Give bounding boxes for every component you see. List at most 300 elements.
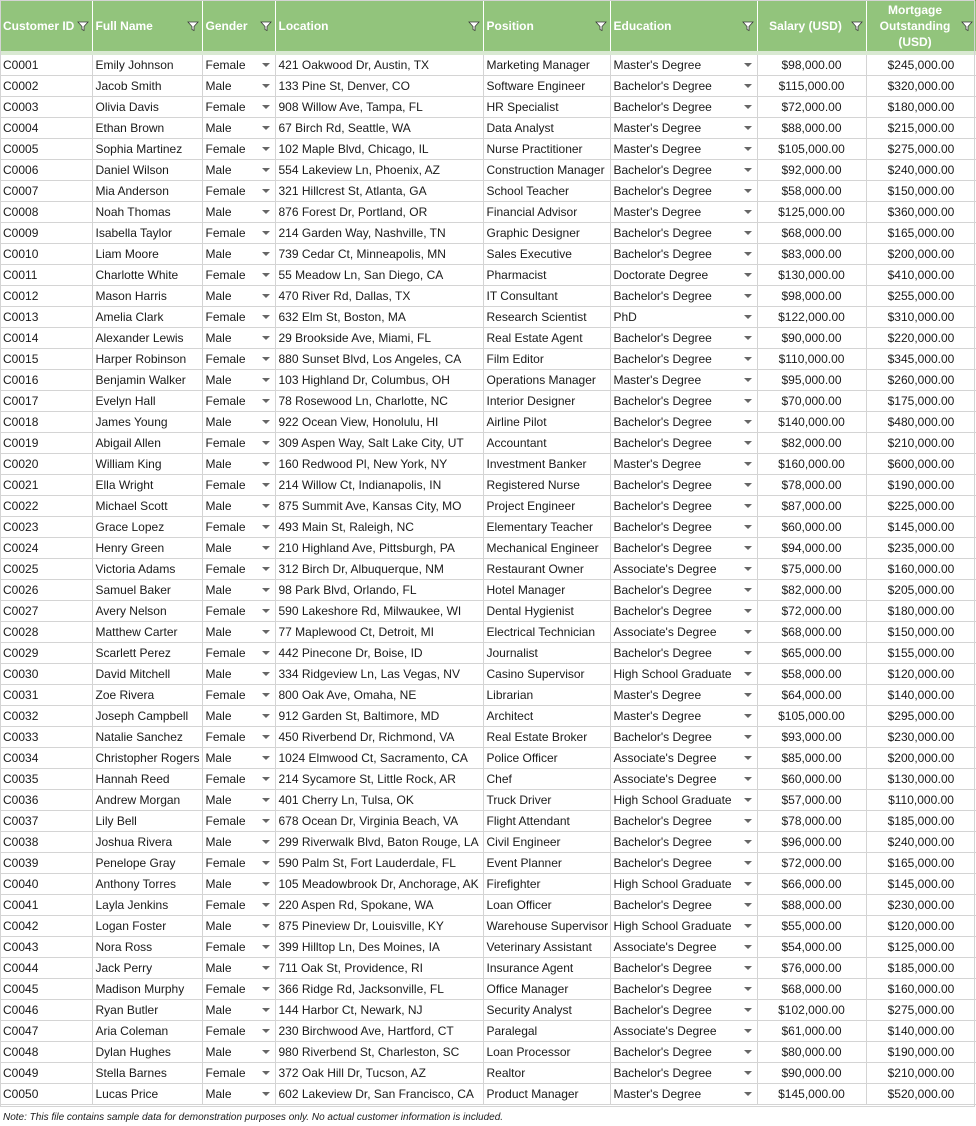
cell-mortgage[interactable]: $275,000.00 [866, 999, 976, 1020]
dropdown-arrow-icon[interactable] [744, 252, 752, 256]
cell-customer-id[interactable]: C0007 [0, 180, 92, 201]
cell-gender[interactable]: Male [202, 411, 275, 432]
cell-mortgage[interactable]: $150,000.00 [866, 180, 976, 201]
cell-customer-id[interactable]: C0026 [0, 579, 92, 600]
cell-mortgage[interactable]: $180,000.00 [866, 600, 976, 621]
cell-salary[interactable]: $140,000.00 [757, 411, 866, 432]
cell-full-name[interactable]: Anthony Torres [92, 873, 202, 894]
cell-customer-id[interactable]: C0019 [0, 432, 92, 453]
cell-position[interactable]: Loan Processor [483, 1041, 610, 1062]
cell-location[interactable]: 105 Meadowbrook Dr, Anchorage, AK [275, 873, 483, 894]
cell-customer-id[interactable]: C0033 [0, 726, 92, 747]
cell-customer-id[interactable]: C0028 [0, 621, 92, 642]
cell-full-name[interactable]: Noah Thomas [92, 201, 202, 222]
cell-education[interactable]: Bachelor's Degree [610, 432, 757, 453]
cell-salary[interactable]: $102,000.00 [757, 999, 866, 1020]
cell-education[interactable]: High School Graduate [610, 915, 757, 936]
filter-icon[interactable] [187, 20, 199, 32]
dropdown-arrow-icon[interactable] [744, 189, 752, 193]
cell-location[interactable]: 876 Forest Dr, Portland, OR [275, 201, 483, 222]
cell-position[interactable]: Chef [483, 768, 610, 789]
cell-mortgage[interactable]: $145,000.00 [866, 516, 976, 537]
dropdown-arrow-icon[interactable] [744, 126, 752, 130]
dropdown-arrow-icon[interactable] [262, 672, 270, 676]
cell-mortgage[interactable]: $175,000.00 [866, 390, 976, 411]
cell-customer-id[interactable]: C0018 [0, 411, 92, 432]
cell-position[interactable]: Dental Hygienist [483, 600, 610, 621]
cell-salary[interactable]: $61,000.00 [757, 1020, 866, 1041]
cell-full-name[interactable]: Layla Jenkins [92, 894, 202, 915]
cell-mortgage[interactable]: $165,000.00 [866, 852, 976, 873]
cell-customer-id[interactable]: C0035 [0, 768, 92, 789]
cell-education[interactable]: Associate's Degree [610, 747, 757, 768]
cell-mortgage[interactable]: $240,000.00 [866, 831, 976, 852]
cell-gender[interactable]: Female [202, 558, 275, 579]
dropdown-arrow-icon[interactable] [744, 336, 752, 340]
cell-position[interactable]: Nurse Practitioner [483, 138, 610, 159]
cell-position[interactable]: Product Manager [483, 1083, 610, 1104]
cell-full-name[interactable]: Ryan Butler [92, 999, 202, 1020]
cell-customer-id[interactable]: C0002 [0, 75, 92, 96]
cell-location[interactable]: 739 Cedar Ct, Minneapolis, MN [275, 243, 483, 264]
cell-mortgage[interactable]: $275,000.00 [866, 138, 976, 159]
dropdown-arrow-icon[interactable] [262, 840, 270, 844]
cell-salary[interactable]: $72,000.00 [757, 600, 866, 621]
cell-salary[interactable]: $68,000.00 [757, 978, 866, 999]
cell-mortgage[interactable]: $120,000.00 [866, 915, 976, 936]
cell-gender[interactable]: Female [202, 222, 275, 243]
cell-mortgage[interactable]: $225,000.00 [866, 495, 976, 516]
cell-customer-id[interactable]: C0012 [0, 285, 92, 306]
dropdown-arrow-icon[interactable] [262, 105, 270, 109]
cell-education[interactable]: Bachelor's Degree [610, 957, 757, 978]
cell-salary[interactable]: $64,000.00 [757, 684, 866, 705]
cell-mortgage[interactable]: $245,000.00 [866, 53, 976, 76]
cell-location[interactable]: 980 Riverbend St, Charleston, SC [275, 1041, 483, 1062]
cell-education[interactable]: Bachelor's Degree [610, 1041, 757, 1062]
cell-salary[interactable]: $105,000.00 [757, 705, 866, 726]
cell-salary[interactable]: $90,000.00 [757, 1062, 866, 1083]
dropdown-arrow-icon[interactable] [744, 315, 752, 319]
dropdown-arrow-icon[interactable] [744, 756, 752, 760]
dropdown-arrow-icon[interactable] [744, 1050, 752, 1054]
cell-customer-id[interactable]: C0005 [0, 138, 92, 159]
dropdown-arrow-icon[interactable] [744, 546, 752, 550]
cell-position[interactable]: Paralegal [483, 1020, 610, 1041]
dropdown-arrow-icon[interactable] [262, 1071, 270, 1075]
cell-customer-id[interactable]: C0038 [0, 831, 92, 852]
cell-education[interactable]: Bachelor's Degree [610, 726, 757, 747]
cell-gender[interactable]: Male [202, 579, 275, 600]
dropdown-arrow-icon[interactable] [744, 378, 752, 382]
cell-customer-id[interactable]: C0040 [0, 873, 92, 894]
dropdown-arrow-icon[interactable] [744, 294, 752, 298]
cell-full-name[interactable]: Sophia Martinez [92, 138, 202, 159]
dropdown-arrow-icon[interactable] [744, 84, 752, 88]
cell-full-name[interactable]: Nora Ross [92, 936, 202, 957]
cell-mortgage[interactable]: $230,000.00 [866, 894, 976, 915]
cell-gender[interactable]: Female [202, 264, 275, 285]
cell-salary[interactable]: $82,000.00 [757, 579, 866, 600]
dropdown-arrow-icon[interactable] [262, 588, 270, 592]
cell-location[interactable]: 372 Oak Hill Dr, Tucson, AZ [275, 1062, 483, 1083]
cell-full-name[interactable]: Dylan Hughes [92, 1041, 202, 1062]
dropdown-arrow-icon[interactable] [262, 168, 270, 172]
dropdown-arrow-icon[interactable] [262, 1050, 270, 1054]
cell-position[interactable]: Airline Pilot [483, 411, 610, 432]
cell-customer-id[interactable]: C0025 [0, 558, 92, 579]
cell-salary[interactable]: $68,000.00 [757, 621, 866, 642]
cell-gender[interactable]: Female [202, 768, 275, 789]
dropdown-arrow-icon[interactable] [744, 210, 752, 214]
cell-gender[interactable]: Male [202, 747, 275, 768]
cell-education[interactable]: Master's Degree [610, 117, 757, 138]
cell-full-name[interactable]: Aria Coleman [92, 1020, 202, 1041]
cell-mortgage[interactable]: $140,000.00 [866, 1020, 976, 1041]
cell-customer-id[interactable]: C0037 [0, 810, 92, 831]
cell-position[interactable]: Firefighter [483, 873, 610, 894]
cell-gender[interactable]: Male [202, 873, 275, 894]
cell-full-name[interactable]: David Mitchell [92, 663, 202, 684]
dropdown-arrow-icon[interactable] [262, 147, 270, 151]
header-position[interactable] [483, 1, 610, 53]
dropdown-arrow-icon[interactable] [744, 1092, 752, 1096]
cell-full-name[interactable]: Michael Scott [92, 495, 202, 516]
cell-location[interactable]: 214 Willow Ct, Indianapolis, IN [275, 474, 483, 495]
cell-full-name[interactable]: Mia Anderson [92, 180, 202, 201]
cell-gender[interactable]: Female [202, 138, 275, 159]
cell-customer-id[interactable]: C0017 [0, 390, 92, 411]
dropdown-arrow-icon[interactable] [744, 1029, 752, 1033]
cell-salary[interactable]: $58,000.00 [757, 180, 866, 201]
cell-mortgage[interactable]: $150,000.00 [866, 621, 976, 642]
dropdown-arrow-icon[interactable] [744, 735, 752, 739]
cell-location[interactable]: 55 Meadow Ln, San Diego, CA [275, 264, 483, 285]
filter-icon[interactable] [961, 20, 973, 32]
cell-salary[interactable]: $94,000.00 [757, 537, 866, 558]
cell-location[interactable]: 590 Palm St, Fort Lauderdale, FL [275, 852, 483, 873]
cell-gender[interactable]: Male [202, 621, 275, 642]
cell-salary[interactable]: $80,000.00 [757, 1041, 866, 1062]
cell-position[interactable]: Interior Designer [483, 390, 610, 411]
dropdown-arrow-icon[interactable] [744, 483, 752, 487]
cell-location[interactable]: 493 Main St, Raleigh, NC [275, 516, 483, 537]
dropdown-arrow-icon[interactable] [262, 1029, 270, 1033]
cell-position[interactable]: Pharmacist [483, 264, 610, 285]
cell-full-name[interactable]: Abigail Allen [92, 432, 202, 453]
cell-mortgage[interactable]: $210,000.00 [866, 1062, 976, 1083]
dropdown-arrow-icon[interactable] [262, 903, 270, 907]
cell-location[interactable]: 442 Pinecone Dr, Boise, ID [275, 642, 483, 663]
dropdown-arrow-icon[interactable] [262, 483, 270, 487]
cell-salary[interactable]: $65,000.00 [757, 642, 866, 663]
cell-full-name[interactable]: Jack Perry [92, 957, 202, 978]
cell-mortgage[interactable]: $230,000.00 [866, 726, 976, 747]
dropdown-arrow-icon[interactable] [262, 357, 270, 361]
cell-education[interactable]: PhD [610, 306, 757, 327]
cell-position[interactable]: Insurance Agent [483, 957, 610, 978]
cell-location[interactable]: 450 Riverbend Dr, Richmond, VA [275, 726, 483, 747]
cell-mortgage[interactable]: $215,000.00 [866, 117, 976, 138]
cell-full-name[interactable]: Joseph Campbell [92, 705, 202, 726]
cell-full-name[interactable]: Olivia Davis [92, 96, 202, 117]
cell-education[interactable]: Master's Degree [610, 705, 757, 726]
dropdown-arrow-icon[interactable] [262, 693, 270, 697]
cell-location[interactable]: 421 Oakwood Dr, Austin, TX [275, 53, 483, 76]
cell-mortgage[interactable]: $190,000.00 [866, 1041, 976, 1062]
cell-mortgage[interactable]: $165,000.00 [866, 222, 976, 243]
cell-location[interactable]: 912 Garden St, Baltimore, MD [275, 705, 483, 726]
cell-education[interactable]: Bachelor's Degree [610, 75, 757, 96]
cell-education[interactable]: High School Graduate [610, 789, 757, 810]
cell-location[interactable]: 230 Birchwood Ave, Hartford, CT [275, 1020, 483, 1041]
cell-salary[interactable]: $72,000.00 [757, 96, 866, 117]
cell-education[interactable]: Associate's Degree [610, 558, 757, 579]
cell-gender[interactable]: Female [202, 684, 275, 705]
cell-customer-id[interactable]: C0030 [0, 663, 92, 684]
cell-location[interactable]: 220 Aspen Rd, Spokane, WA [275, 894, 483, 915]
cell-education[interactable]: Bachelor's Degree [610, 285, 757, 306]
cell-mortgage[interactable]: $600,000.00 [866, 453, 976, 474]
cell-full-name[interactable]: Henry Green [92, 537, 202, 558]
cell-mortgage[interactable]: $260,000.00 [866, 369, 976, 390]
dropdown-arrow-icon[interactable] [262, 252, 270, 256]
cell-location[interactable]: 366 Ridge Rd, Jacksonville, FL [275, 978, 483, 999]
dropdown-arrow-icon[interactable] [262, 567, 270, 571]
dropdown-arrow-icon[interactable] [744, 861, 752, 865]
cell-full-name[interactable]: Liam Moore [92, 243, 202, 264]
cell-position[interactable]: Restaurant Owner [483, 558, 610, 579]
dropdown-arrow-icon[interactable] [262, 819, 270, 823]
dropdown-arrow-icon[interactable] [262, 210, 270, 214]
cell-gender[interactable]: Male [202, 705, 275, 726]
cell-education[interactable]: Associate's Degree [610, 936, 757, 957]
cell-position[interactable]: Loan Officer [483, 894, 610, 915]
cell-position[interactable]: Film Editor [483, 348, 610, 369]
cell-position[interactable]: Project Engineer [483, 495, 610, 516]
cell-mortgage[interactable]: $320,000.00 [866, 75, 976, 96]
cell-location[interactable]: 470 River Rd, Dallas, TX [275, 285, 483, 306]
cell-full-name[interactable]: Natalie Sanchez [92, 726, 202, 747]
cell-education[interactable]: Master's Degree [610, 201, 757, 222]
cell-mortgage[interactable]: $140,000.00 [866, 684, 976, 705]
cell-salary[interactable]: $57,000.00 [757, 789, 866, 810]
dropdown-arrow-icon[interactable] [744, 609, 752, 613]
cell-education[interactable]: Bachelor's Degree [610, 852, 757, 873]
cell-education[interactable]: Bachelor's Degree [610, 831, 757, 852]
cell-salary[interactable]: $78,000.00 [757, 810, 866, 831]
cell-customer-id[interactable]: C0044 [0, 957, 92, 978]
cell-gender[interactable]: Female [202, 726, 275, 747]
cell-customer-id[interactable]: C0050 [0, 1083, 92, 1104]
cell-gender[interactable]: Male [202, 327, 275, 348]
cell-full-name[interactable]: Stella Barnes [92, 1062, 202, 1083]
cell-mortgage[interactable]: $120,000.00 [866, 663, 976, 684]
cell-location[interactable]: 299 Riverwalk Blvd, Baton Rouge, LA [275, 831, 483, 852]
dropdown-arrow-icon[interactable] [744, 1071, 752, 1075]
cell-gender[interactable]: Female [202, 516, 275, 537]
cell-position[interactable]: Sales Executive [483, 243, 610, 264]
cell-position[interactable]: Research Scientist [483, 306, 610, 327]
cell-gender[interactable]: Male [202, 159, 275, 180]
dropdown-arrow-icon[interactable] [262, 1092, 270, 1096]
cell-salary[interactable]: $96,000.00 [757, 831, 866, 852]
cell-location[interactable]: 880 Sunset Blvd, Los Angeles, CA [275, 348, 483, 369]
cell-gender[interactable]: Female [202, 600, 275, 621]
dropdown-arrow-icon[interactable] [262, 714, 270, 718]
cell-salary[interactable]: $78,000.00 [757, 474, 866, 495]
dropdown-arrow-icon[interactable] [262, 735, 270, 739]
cell-mortgage[interactable]: $220,000.00 [866, 327, 976, 348]
cell-location[interactable]: 102 Maple Blvd, Chicago, IL [275, 138, 483, 159]
filter-icon[interactable] [742, 20, 754, 32]
cell-education[interactable]: Master's Degree [610, 1083, 757, 1104]
dropdown-arrow-icon[interactable] [262, 378, 270, 382]
cell-customer-id[interactable]: C0046 [0, 999, 92, 1020]
cell-location[interactable]: 210 Highland Ave, Pittsburgh, PA [275, 537, 483, 558]
cell-full-name[interactable]: Benjamin Walker [92, 369, 202, 390]
dropdown-arrow-icon[interactable] [262, 945, 270, 949]
dropdown-arrow-icon[interactable] [744, 840, 752, 844]
cell-location[interactable]: 875 Pineview Dr, Louisville, KY [275, 915, 483, 936]
dropdown-arrow-icon[interactable] [262, 336, 270, 340]
dropdown-arrow-icon[interactable] [262, 1008, 270, 1012]
cell-salary[interactable]: $75,000.00 [757, 558, 866, 579]
cell-gender[interactable]: Female [202, 432, 275, 453]
cell-customer-id[interactable]: C0023 [0, 516, 92, 537]
header-education[interactable] [610, 1, 757, 53]
dropdown-arrow-icon[interactable] [262, 861, 270, 865]
cell-salary[interactable]: $95,000.00 [757, 369, 866, 390]
filter-icon[interactable] [468, 20, 480, 32]
cell-location[interactable]: 590 Lakeshore Rd, Milwaukee, WI [275, 600, 483, 621]
cell-gender[interactable]: Female [202, 390, 275, 411]
cell-location[interactable]: 602 Lakeview Dr, San Francisco, CA [275, 1083, 483, 1104]
dropdown-arrow-icon[interactable] [744, 462, 752, 466]
dropdown-arrow-icon[interactable] [744, 966, 752, 970]
cell-location[interactable]: 77 Maplewood Ct, Detroit, MI [275, 621, 483, 642]
cell-customer-id[interactable]: C0013 [0, 306, 92, 327]
dropdown-arrow-icon[interactable] [744, 504, 752, 508]
cell-customer-id[interactable]: C0047 [0, 1020, 92, 1041]
cell-position[interactable]: Elementary Teacher [483, 516, 610, 537]
cell-mortgage[interactable]: $200,000.00 [866, 243, 976, 264]
dropdown-arrow-icon[interactable] [744, 819, 752, 823]
cell-salary[interactable]: $87,000.00 [757, 495, 866, 516]
cell-mortgage[interactable]: $410,000.00 [866, 264, 976, 285]
cell-gender[interactable]: Male [202, 201, 275, 222]
cell-full-name[interactable]: Christopher Rogers [92, 747, 202, 768]
cell-gender[interactable]: Female [202, 96, 275, 117]
cell-full-name[interactable]: Ethan Brown [92, 117, 202, 138]
dropdown-arrow-icon[interactable] [744, 567, 752, 571]
header-location[interactable] [275, 1, 483, 53]
cell-full-name[interactable]: Ella Wright [92, 474, 202, 495]
cell-gender[interactable]: Male [202, 831, 275, 852]
cell-location[interactable]: 312 Birch Dr, Albuquerque, NM [275, 558, 483, 579]
cell-position[interactable]: Office Manager [483, 978, 610, 999]
dropdown-arrow-icon[interactable] [262, 609, 270, 613]
dropdown-arrow-icon[interactable] [744, 63, 752, 67]
cell-education[interactable]: Bachelor's Degree [610, 642, 757, 663]
cell-customer-id[interactable]: C0022 [0, 495, 92, 516]
filter-icon[interactable] [260, 20, 272, 32]
cell-mortgage[interactable]: $180,000.00 [866, 96, 976, 117]
cell-education[interactable]: Bachelor's Degree [610, 600, 757, 621]
dropdown-arrow-icon[interactable] [744, 273, 752, 277]
cell-gender[interactable]: Male [202, 285, 275, 306]
cell-position[interactable]: Civil Engineer [483, 831, 610, 852]
dropdown-arrow-icon[interactable] [744, 903, 752, 907]
cell-mortgage[interactable]: $205,000.00 [866, 579, 976, 600]
cell-education[interactable]: Bachelor's Degree [610, 978, 757, 999]
cell-location[interactable]: 214 Garden Way, Nashville, TN [275, 222, 483, 243]
cell-education[interactable]: Doctorate Degree [610, 264, 757, 285]
cell-gender[interactable]: Male [202, 117, 275, 138]
dropdown-arrow-icon[interactable] [262, 273, 270, 277]
cell-full-name[interactable]: Jacob Smith [92, 75, 202, 96]
cell-full-name[interactable]: Zoe Rivera [92, 684, 202, 705]
cell-gender[interactable]: Male [202, 75, 275, 96]
cell-customer-id[interactable]: C0016 [0, 369, 92, 390]
cell-gender[interactable]: Female [202, 474, 275, 495]
cell-position[interactable]: Graphic Designer [483, 222, 610, 243]
cell-customer-id[interactable]: C0001 [0, 53, 92, 76]
cell-full-name[interactable]: Daniel Wilson [92, 159, 202, 180]
cell-education[interactable]: Master's Degree [610, 684, 757, 705]
dropdown-arrow-icon[interactable] [262, 126, 270, 130]
cell-customer-id[interactable]: C0014 [0, 327, 92, 348]
dropdown-arrow-icon[interactable] [262, 798, 270, 802]
dropdown-arrow-icon[interactable] [262, 924, 270, 928]
cell-education[interactable]: Master's Degree [610, 138, 757, 159]
cell-full-name[interactable]: Alexander Lewis [92, 327, 202, 348]
cell-education[interactable]: Bachelor's Degree [610, 810, 757, 831]
dropdown-arrow-icon[interactable] [262, 462, 270, 466]
cell-gender[interactable]: Female [202, 894, 275, 915]
dropdown-arrow-icon[interactable] [744, 651, 752, 655]
header-full-name[interactable] [92, 1, 202, 53]
cell-full-name[interactable]: Logan Foster [92, 915, 202, 936]
cell-salary[interactable]: $68,000.00 [757, 222, 866, 243]
cell-gender[interactable]: Female [202, 1062, 275, 1083]
cell-gender[interactable]: Male [202, 243, 275, 264]
cell-education[interactable]: Bachelor's Degree [610, 537, 757, 558]
cell-position[interactable]: Data Analyst [483, 117, 610, 138]
cell-full-name[interactable]: Joshua Rivera [92, 831, 202, 852]
cell-position[interactable]: Journalist [483, 642, 610, 663]
dropdown-arrow-icon[interactable] [744, 105, 752, 109]
cell-customer-id[interactable]: C0003 [0, 96, 92, 117]
cell-education[interactable]: Bachelor's Degree [610, 474, 757, 495]
cell-position[interactable]: Mechanical Engineer [483, 537, 610, 558]
dropdown-arrow-icon[interactable] [744, 672, 752, 676]
cell-education[interactable]: Bachelor's Degree [610, 96, 757, 117]
cell-gender[interactable]: Female [202, 852, 275, 873]
dropdown-arrow-icon[interactable] [262, 399, 270, 403]
cell-location[interactable]: 78 Rosewood Ln, Charlotte, NC [275, 390, 483, 411]
cell-gender[interactable]: Male [202, 495, 275, 516]
cell-location[interactable]: 334 Ridgeview Ln, Las Vegas, NV [275, 663, 483, 684]
cell-full-name[interactable]: Lily Bell [92, 810, 202, 831]
cell-mortgage[interactable]: $360,000.00 [866, 201, 976, 222]
cell-location[interactable]: 1024 Elmwood Ct, Sacramento, CA [275, 747, 483, 768]
cell-salary[interactable]: $93,000.00 [757, 726, 866, 747]
cell-position[interactable]: Electrical Technician [483, 621, 610, 642]
cell-gender[interactable]: Male [202, 999, 275, 1020]
cell-mortgage[interactable]: $190,000.00 [866, 474, 976, 495]
cell-position[interactable]: Construction Manager [483, 159, 610, 180]
